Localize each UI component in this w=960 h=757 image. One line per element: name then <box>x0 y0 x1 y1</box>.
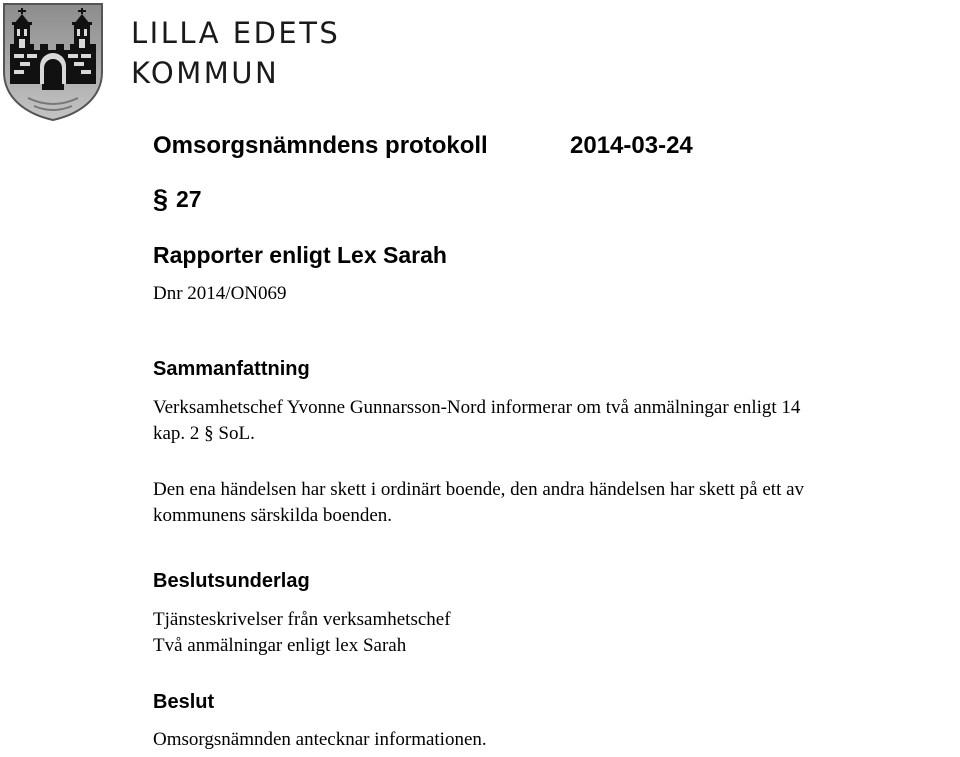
decision-heading: Beslut <box>153 691 215 713</box>
summary-line: kap. 2 § SoL. <box>153 423 255 444</box>
paragraph-symbol: § <box>153 184 169 214</box>
matter-title: Rapporter enligt Lex Sarah <box>153 242 447 268</box>
municipal-coat-of-arms-logo <box>2 2 104 122</box>
municipality-name-line2: KOMMUN <box>131 56 280 90</box>
case-number: Dnr 2014/ON069 <box>153 283 287 304</box>
summary-line: Den ena händelsen har skett i ordinärt boende, den andra händelsen har skett på ett av <box>153 479 805 500</box>
decision-basis-line: Två anmälningar enligt lex Sarah <box>153 635 407 656</box>
summary-line: kommunens särskilda boenden. <box>153 505 393 526</box>
paragraph-number: 27 <box>176 186 202 212</box>
decision-basis-heading: Beslutsunderlag <box>153 570 310 592</box>
protocol-title: Omsorgsnämndens protokoll <box>153 132 488 159</box>
decision-basis-line: Tjänsteskrivelser från verksamhetschef <box>153 609 451 630</box>
decision-text: Omsorgsnämnden antecknar informationen. <box>153 729 487 750</box>
summary-heading: Sammanfattning <box>153 358 310 380</box>
protocol-date: 2014-03-24 <box>570 132 693 159</box>
summary-line: Verksamhetschef Yvonne Gunnarsson-Nord informerar om två anmälningar enligt 14 <box>153 397 801 418</box>
municipality-name-line1: LILLA EDETS <box>131 16 341 50</box>
